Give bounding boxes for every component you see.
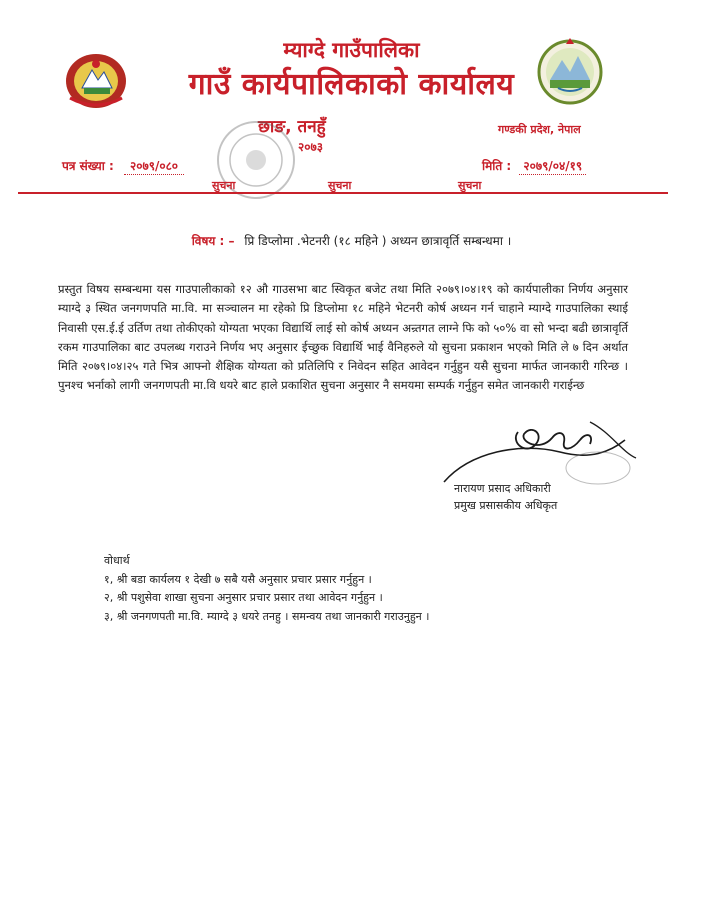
subject-line xyxy=(0,232,703,249)
notice-word: सुचना xyxy=(328,179,352,192)
notice-word: सुचना xyxy=(212,179,236,192)
letter-date xyxy=(482,157,586,175)
letterhead-divider xyxy=(18,192,668,194)
municipality-name: म्याग्दे गाउँपालिका xyxy=(283,38,420,62)
date-label: मिति : xyxy=(482,159,512,173)
province-name: गण्डकी प्रदेश, नेपाल xyxy=(498,123,581,136)
reference-label: पत्र संख्या : xyxy=(62,159,114,173)
subject-text: प्रि डिप्लोमा .भेटनरी (१८ महिने ) अध्यन छात्रावृर्ति सम्बन्धमा । xyxy=(244,234,512,248)
office-name: गाउँ कार्यपालिकाको कार्यालय xyxy=(188,67,515,102)
cc-heading: वोधार्थ xyxy=(104,554,130,567)
letter-body: प्रस्तुत विषय सम्बन्धमा यस गाउपालीकाको १२ औ गाउसभा बाट स्विकृत बजेट तथा मिति २०७९।०४।१९ को कार्यपालीका निर्णय अनुसार म्याग्दे ३ स्थित जनगणपति मा.वि. मा सञ्चालन मा रहेको प्रि डिप्लोमा १८ महिने भेटनरी कोर्ष अध्यन गर्न चाहाने म्याग्दे गाउपालिका स्थाई निवासी एस.ई.ई उर्तिण तथा तोकीएको योग्यता भएका विद्यार्थि लाई सो कोर्ष अध्यन अन्र्तगत लाग्ने फि को ५०% वा सो भन्दा बढी छात्रावृर्ति रकम गाउपालिका बाट उपलब्ध गराउने निर्णय भए अनुसार ईच्छुक विद्यार्थि भाई वैनिहरुले यो सुचना प्रकाशन भएको मिति ले ७ दिन अर्थात मिति २०७९।०४।२५ गते भित्र आफ्नो शैक्षिक योग्यता को प्रतिलिपि र निवेदन सहित आवेदन गर्नुहुन यसै सुचना मार्फत जानकारी गरिन्छ । पुनश्च भर्नाको लागी जनगणपती मा.वि धयरे बाट हाले प्रकाशित सुचना अनुसार नै समयमा सम्पर्क गर्नुहुन समेत जानकारी गराईन्छ xyxy=(58,282,628,393)
signatory-block xyxy=(454,480,557,514)
cc-item: ३, श्री जनगणपती मा.वि. म्याग्दे ३ धयरे तनहु । समन्वय तथा जानकारी गराउनुहुन । xyxy=(104,609,430,623)
reference-number xyxy=(62,157,184,175)
date-value: २०७९/०४/१९ xyxy=(519,157,586,175)
signatory-title: प्रमुख प्रसासकीय अधिकृत xyxy=(454,499,558,512)
cc-item: १, श्री बडा कार्यलय १ देखी ७ सबै यसै अनुसार प्रचार प्रसार गर्नुहुन । xyxy=(104,572,372,586)
subject-label: विषय : – xyxy=(191,234,235,248)
reference-value: २०७९/०८० xyxy=(124,157,184,175)
signatory-name: नारायण प्रसाद अधिकारी xyxy=(454,482,551,495)
office-address: छाङ, तनहुँ xyxy=(258,117,326,137)
established-year: २०७३ xyxy=(298,140,323,154)
notice-word: सुचना xyxy=(458,179,482,192)
cc-list xyxy=(104,552,429,626)
cc-item: २, श्री पशुसेवा शाखा सुचना अनुसार प्रचार प्रसार तथा आवेदन गर्नुहुन । xyxy=(104,591,383,604)
